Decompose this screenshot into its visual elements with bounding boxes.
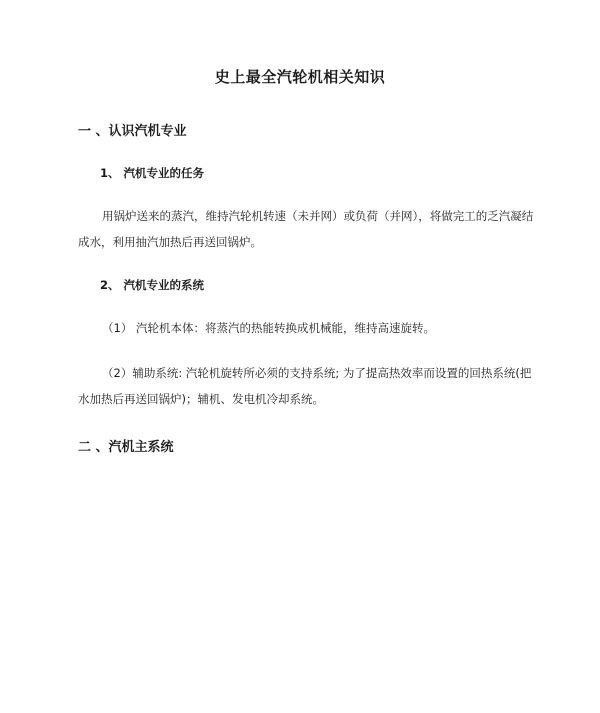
section-1-heading: 一 、认识汽机专业 xyxy=(78,124,187,139)
subsection-1-heading: 1、 汽机专业的任务 xyxy=(100,166,205,180)
subsection-2-item-1: （1） 汽轮机本体：将蒸汽的热能转换成机械能，维持高速旋转。 xyxy=(102,321,435,335)
subsection-1-body: 用锅炉送来的蒸汽，维持汽轮机转速（未并网）或负荷（并网），将做完工的乏汽凝结成水，利用抽汽加热后再送回锅炉。 xyxy=(78,209,534,249)
document-title: 史上最全汽轮机相关知识 xyxy=(214,68,386,86)
subsection-2-heading: 2、 汽机专业的系统 xyxy=(100,278,205,292)
section-2-heading: 二 、汽机主系统 xyxy=(78,440,174,455)
subsection-2-item-2: （2）辅助系统: 汽轮机旋转所必须的支持系统; 为了提高热效率而设置的回热系统(把水加热后再送回锅炉)；辅机、发电机冷却系统。 xyxy=(78,366,532,406)
